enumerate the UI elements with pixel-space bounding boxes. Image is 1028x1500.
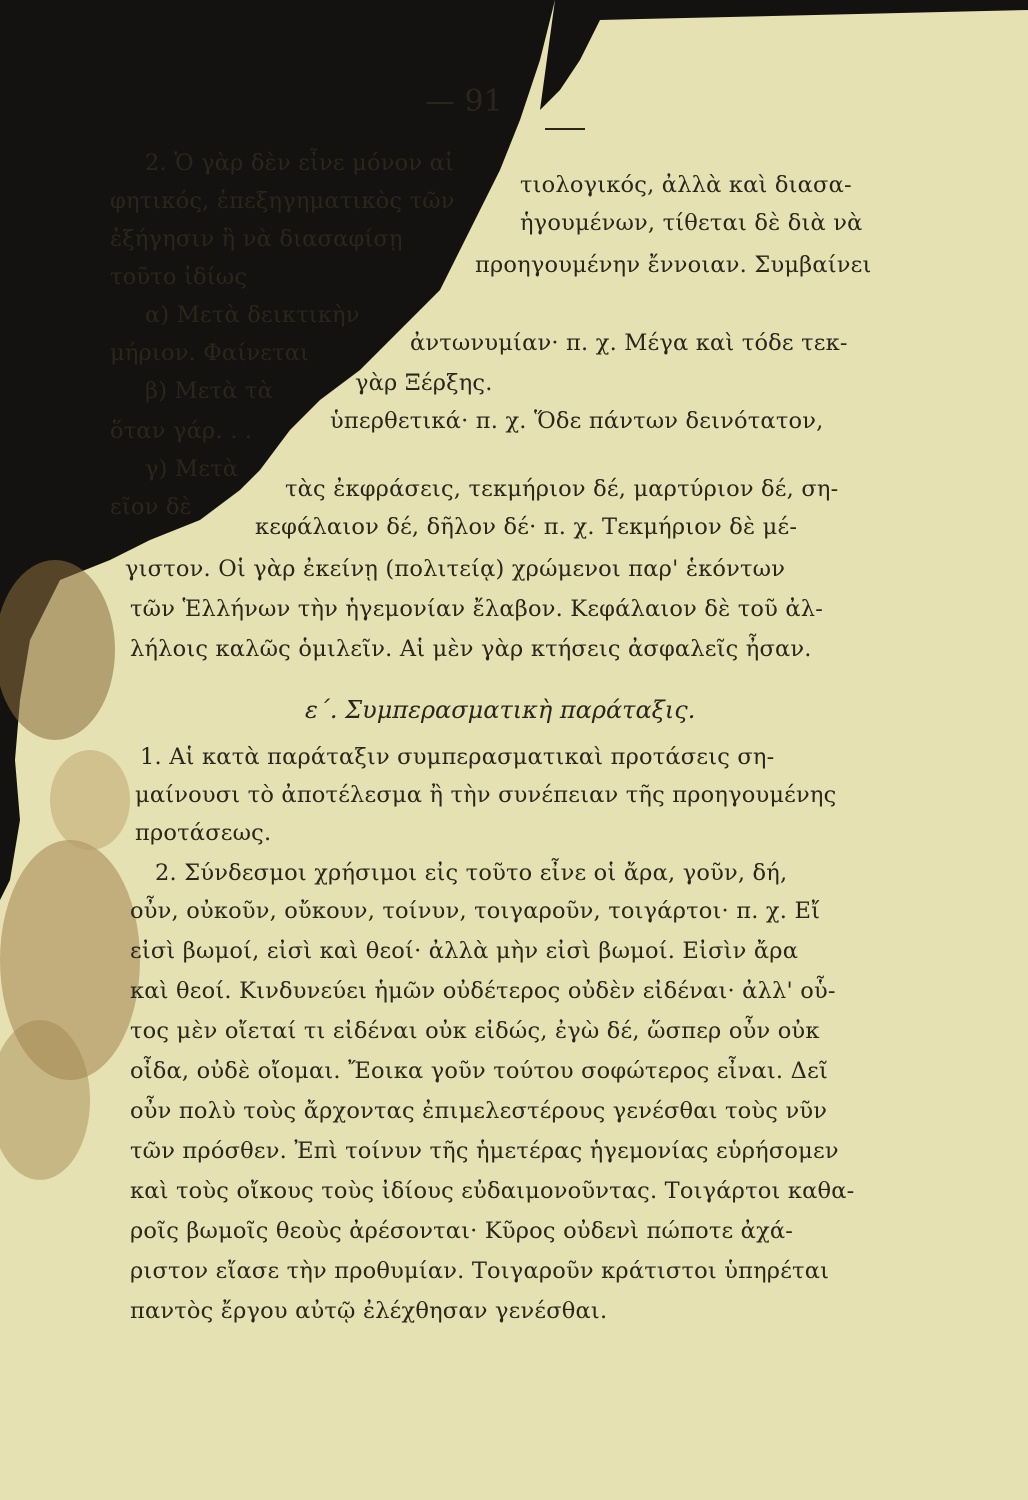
- text-line: ὅταν γάρ. . .: [110, 418, 253, 444]
- text-line: τοῦτο ἰδίως: [110, 264, 248, 290]
- text-line: λήλοις καλῶς ὁμιλεῖν. Αἱ μὲν γὰρ κτήσεις ἀσφαλεῖς ἦσαν.: [130, 636, 812, 662]
- text-line: ροῖς βωμοῖς θεοὺς ἀρέσονται· Κῦρος οὐδενὶ πώποτε ἀχά-: [130, 1218, 794, 1244]
- text-line: καὶ τοὺς οἴκους τοὺς ἰδίους εὐδαιμονοῦντας. Τοιγάρτοι καθα-: [130, 1178, 855, 1204]
- text-line: τῶν πρόσθεν. Ἐπὶ τοίνυν τῆς ἡμετέρας ἡγεμονίας εὑρήσομεν: [130, 1138, 839, 1164]
- text-line: οὖν, οὐκοῦν, οὔκουν, τοίνυν, τοιγαροῦν, τοιγάρτοι· π. χ. Εἴ: [130, 898, 821, 924]
- text-line: τος μὲν οἴεταί τι εἰδέναι οὐκ εἰδώς, ἐγὼ δέ, ὥσπερ οὖν οὐκ: [130, 1018, 820, 1044]
- text-line: γιστον. Οἱ γὰρ ἐκείνῃ (πολιτείᾳ) χρώμενοι παρ' ἑκόντων: [125, 556, 786, 582]
- text-line: τιολογικός, ἀλλὰ καὶ διασα-: [520, 172, 852, 198]
- text-line: γὰρ Ξέρξης.: [355, 370, 493, 396]
- text-line: κεφάλαιον δέ, δῆλον δέ· π. χ. Τεκμήριον δὲ μέ-: [255, 514, 798, 540]
- page-number-rule: [545, 128, 585, 130]
- text-line: τὰς ἐκφράσεις, τεκμήριον δέ, μαρτύριον δέ, ση-: [285, 476, 839, 502]
- text-line: α) Μετὰ δεικτικὴν: [145, 302, 360, 328]
- text-line: ἀντωνυμίαν· π. χ. Μέγα καὶ τόδε τεκ-: [410, 330, 848, 356]
- text-line: 2. Ὁ γὰρ δὲν εἶνε μόνον αἰ: [145, 150, 454, 176]
- text-line: οἶδα, οὐδὲ οἴομαι. Ἔοικα γοῦν τούτου σοφώτερος εἶναι. Δεῖ: [130, 1058, 828, 1084]
- text-line: παντὸς ἔργου αὐτῷ ἐλέχθησαν γενέσθαι.: [130, 1298, 608, 1324]
- text-line: 2. Σύνδεσμοι χρήσιμοι εἰς τοῦτο εἶνε οἱ ἄρα, γοῦν, δή,: [155, 860, 788, 886]
- text-line: β) Μετὰ τὰ: [145, 378, 274, 404]
- text-line: προηγουμένην ἔννοιαν. Συμβαίνει: [475, 252, 872, 278]
- text-line: ὑπερθετικά· π. χ. Ὅδε πάντων δεινότατον,: [330, 408, 824, 434]
- text-line: φητικός, ἐπεξηγηματικὸς τῶν: [110, 188, 455, 214]
- text-line: τῶν Ἑλλήνων τὴν ἡγεμονίαν ἔλαβον. Κεφάλαιον δὲ τοῦ ἀλ-: [130, 596, 824, 622]
- text-line: 1. Αἱ κατὰ παράταξιν συμπερασματικαὶ προτάσεις ση-: [140, 744, 775, 770]
- text-line: καὶ θεοί. Κινδυνεύει ἡμῶν οὐδέτερος οὐδὲν εἰδέναι· ἀλλ' οὗ-: [130, 978, 836, 1004]
- text-line: προτάσεως.: [135, 820, 272, 846]
- text-line: ἐξήγησιν ἢ νὰ διασαφίσῃ: [110, 226, 403, 252]
- text-line: ριστον εἴασε τὴν προθυμίαν. Τοιγαροῦν κράτιστοι ὑπηρέται: [130, 1258, 830, 1284]
- text-line: ἡγουμένων, τίθεται δὲ διὰ νὰ: [520, 210, 863, 236]
- text-line: εῖον δὲ: [110, 494, 192, 520]
- section-heading: ε΄. Συμπερασματικὴ παράταξις.: [305, 696, 696, 724]
- page-number: — 91: [425, 84, 503, 119]
- text-line: μαίνουσι τὸ ἀποτέλεσμα ἢ τὴν συνέπειαν τῆς προηγουμένης: [135, 782, 837, 808]
- text-line: μήριον. Φαίνεται: [110, 340, 310, 366]
- text-line: οὖν πολὺ τοὺς ἄρχοντας ἐπιμελεστέρους γενέσθαι τοὺς νῦν: [130, 1098, 828, 1124]
- text-line: εἰσὶ βωμοί, εἰσὶ καὶ θεοί· ἀλλὰ μὴν εἰσὶ βωμοί. Εἰσὶν ἄρα: [130, 938, 799, 964]
- text-line: γ) Μετὰ: [145, 456, 239, 482]
